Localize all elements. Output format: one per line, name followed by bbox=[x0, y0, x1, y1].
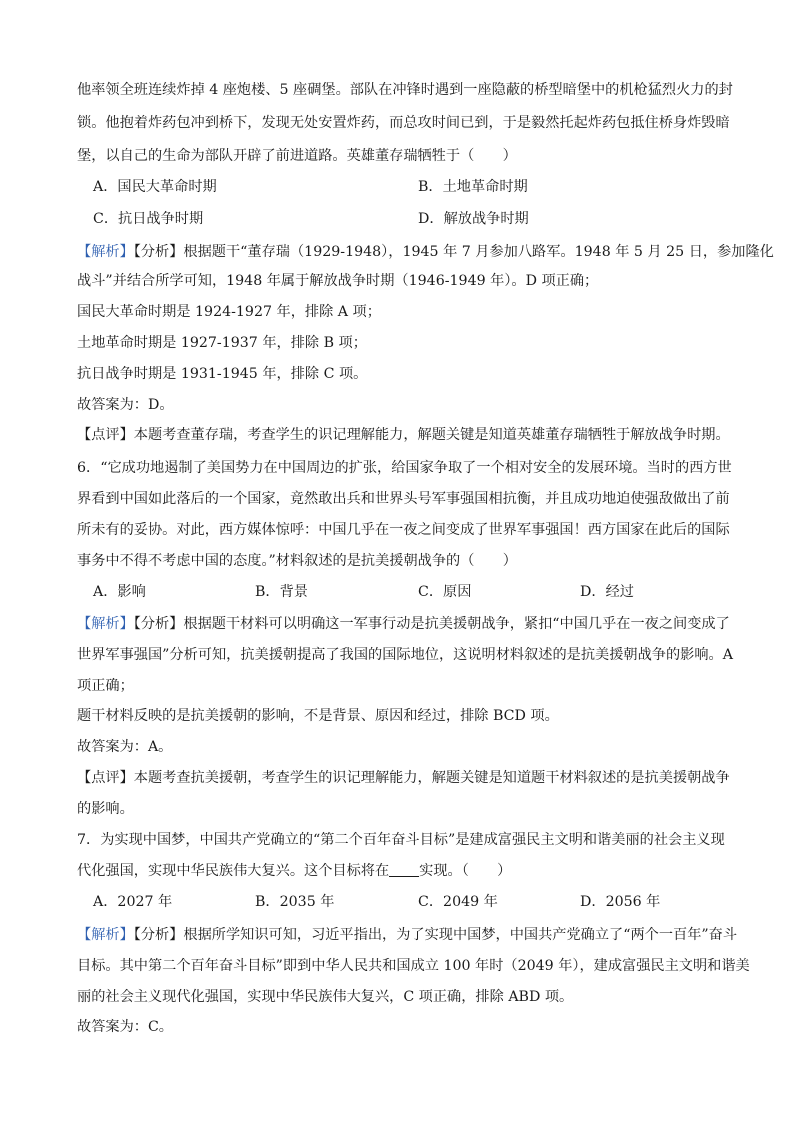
q6-analysis-line-4: 题干材料反映的是抗美援朝的影响，不是背景、原因和经过，排除 BCD 项。 bbox=[77, 708, 559, 724]
q5-stem-line-2: 锁。他抱着炸药包冲到桥下，发现无处安置炸药，而总攻时间已到，于是毅然托起炸药包抵住桥身炸毁暗 bbox=[77, 115, 730, 131]
q6-analysis-line-1 bbox=[77, 614, 757, 634]
q7-analysis-line-2: 目标。其中第二个百年奋斗目标”即到中华人民共和国成立 100 年时（2049 年），建成富强民主文明和谐美 bbox=[77, 958, 750, 974]
q7-option-d: D．2056 年 bbox=[580, 894, 661, 910]
q5-analysis-line-4: 土地革命时期是 1927-1937 年，排除 B 项； bbox=[77, 335, 367, 351]
q6-option-c: C．原因 bbox=[418, 584, 472, 600]
q7-stem-line-1: 7．为实现中国梦，中国共产党确立的“第二个百年奋斗目标”是建成富强民主文明和谐美丽的社会主义现 bbox=[77, 832, 725, 848]
q5-option-c: C．抗日战争时期 bbox=[93, 211, 204, 227]
q5-stem-line-1: 他率领全班连续炸掉 4 座炮楼、5 座碉堡。部队在冲锋时遇到一座隐蔽的桥型暗堡中的机枪猛烈火力的封 bbox=[77, 82, 733, 98]
q5-option-a: A．国民大革命时期 bbox=[93, 179, 217, 195]
q6-option-b: B．背景 bbox=[255, 584, 308, 600]
q7-stem-line-2 bbox=[77, 861, 757, 881]
q7-option-a: A．2027 年 bbox=[93, 894, 173, 910]
analysis-tag: 【解析】 bbox=[77, 616, 134, 632]
q7-option-c: C．2049 年 bbox=[418, 894, 498, 910]
q6-comment-line-1: 【点评】本题考查抗美援朝，考查学生的识记理解能力，解题关键是知道题干材料叙述的是抗美援朝战争 bbox=[77, 770, 730, 786]
q6-stem-line-1: 6．“它成功地遏制了美国势力在中国周边的扩张，给国家争取了一个相对安全的发展环境。当时的西方世 bbox=[77, 460, 732, 476]
q5-option-d: D．解放战争时期 bbox=[418, 211, 529, 227]
q6-analysis-line-3: 项正确； bbox=[77, 678, 134, 694]
q7-stem-text-before-blank: 代化强国，实现中华民族伟大复兴。这个目标将在 bbox=[77, 863, 390, 879]
q7-stem-text-after-blank: 实现。（ ） bbox=[419, 863, 512, 879]
q6-comment-line-2: 的影响。 bbox=[77, 801, 134, 817]
q7-option-b: B．2035 年 bbox=[255, 894, 335, 910]
q5-analysis-text-1: 【分析】根据题干“董存瑞（1929-1948），1945 年 7 月参加八路军。1948 年 5 月 25 日，参加隆化 bbox=[133, 244, 774, 260]
q5-analysis-line-1 bbox=[77, 242, 774, 262]
analysis-tag: 【解析】 bbox=[77, 244, 134, 260]
q7-answer: 故答案为：C。 bbox=[77, 1019, 173, 1035]
analysis-tag: 【解析】 bbox=[77, 927, 134, 943]
fill-blank bbox=[389, 862, 419, 877]
q5-analysis-line-2: 战斗”并结合所学可知，1948 年属于解放战争时期（1946-1949 年）。D 项正确； bbox=[77, 273, 599, 289]
q7-analysis-line-3: 丽的社会主义现代化强国，实现中华民族伟大复兴，C 项正确，排除 ABD 项。 bbox=[77, 989, 574, 1005]
q5-comment: 【点评】本题考查董存瑞，考查学生的识记理解能力，解题关键是知道英雄董存瑞牺牲于解放战争时期。 bbox=[77, 427, 730, 443]
q6-answer: 故答案为：A。 bbox=[77, 739, 173, 755]
q5-option-b: B．土地革命时期 bbox=[418, 179, 528, 195]
q7-analysis-text-1: 【分析】根据所学知识可知，习近平指出，为了实现中国梦，中国共产党确立了“两个一百年”奋斗 bbox=[133, 927, 738, 943]
q6-option-a: A．影响 bbox=[93, 584, 146, 600]
q6-analysis-text-1: 【分析】根据题干材料可以明确这一军事行动是抗美援朝战争，紧扣“中国几乎在一夜之间变成了 bbox=[133, 616, 730, 632]
q6-option-d: D．经过 bbox=[580, 584, 634, 600]
q5-stem-line-3: 堡，以自己的生命为部队开辟了前进道路。英雄董存瑞牺牲于（ ） bbox=[77, 148, 517, 164]
q6-stem-line-4: 事务中不得不考虑中国的态度。”材料叙述的是抗美援朝战争的（ ） bbox=[77, 553, 517, 569]
q5-answer: 故答案为：D。 bbox=[77, 397, 174, 413]
q5-analysis-line-5: 抗日战争时期是 1931-1945 年，排除 C 项。 bbox=[77, 366, 368, 382]
q6-stem-line-2: 界看到中国如此落后的一个国家，竟然敢出兵和世界头号军事强国相抗衡，并且成功地迫使强敌做出了前 bbox=[77, 491, 730, 507]
q7-analysis-line-1 bbox=[77, 925, 757, 945]
q6-analysis-line-2: 世界军事强国”分析可知，抗美援朝提高了我国的国际地位，这说明材料叙述的是抗美援朝战争的影响。A bbox=[77, 647, 733, 663]
q5-analysis-line-3: 国民大革命时期是 1924-1927 年，排除 A 项； bbox=[77, 304, 381, 320]
q6-stem-line-3: 所未有的妥协。对此，西方媒体惊呼：中国几乎在一夜之间变成了世界军事强国！西方国家在此后的国际 bbox=[77, 522, 730, 538]
